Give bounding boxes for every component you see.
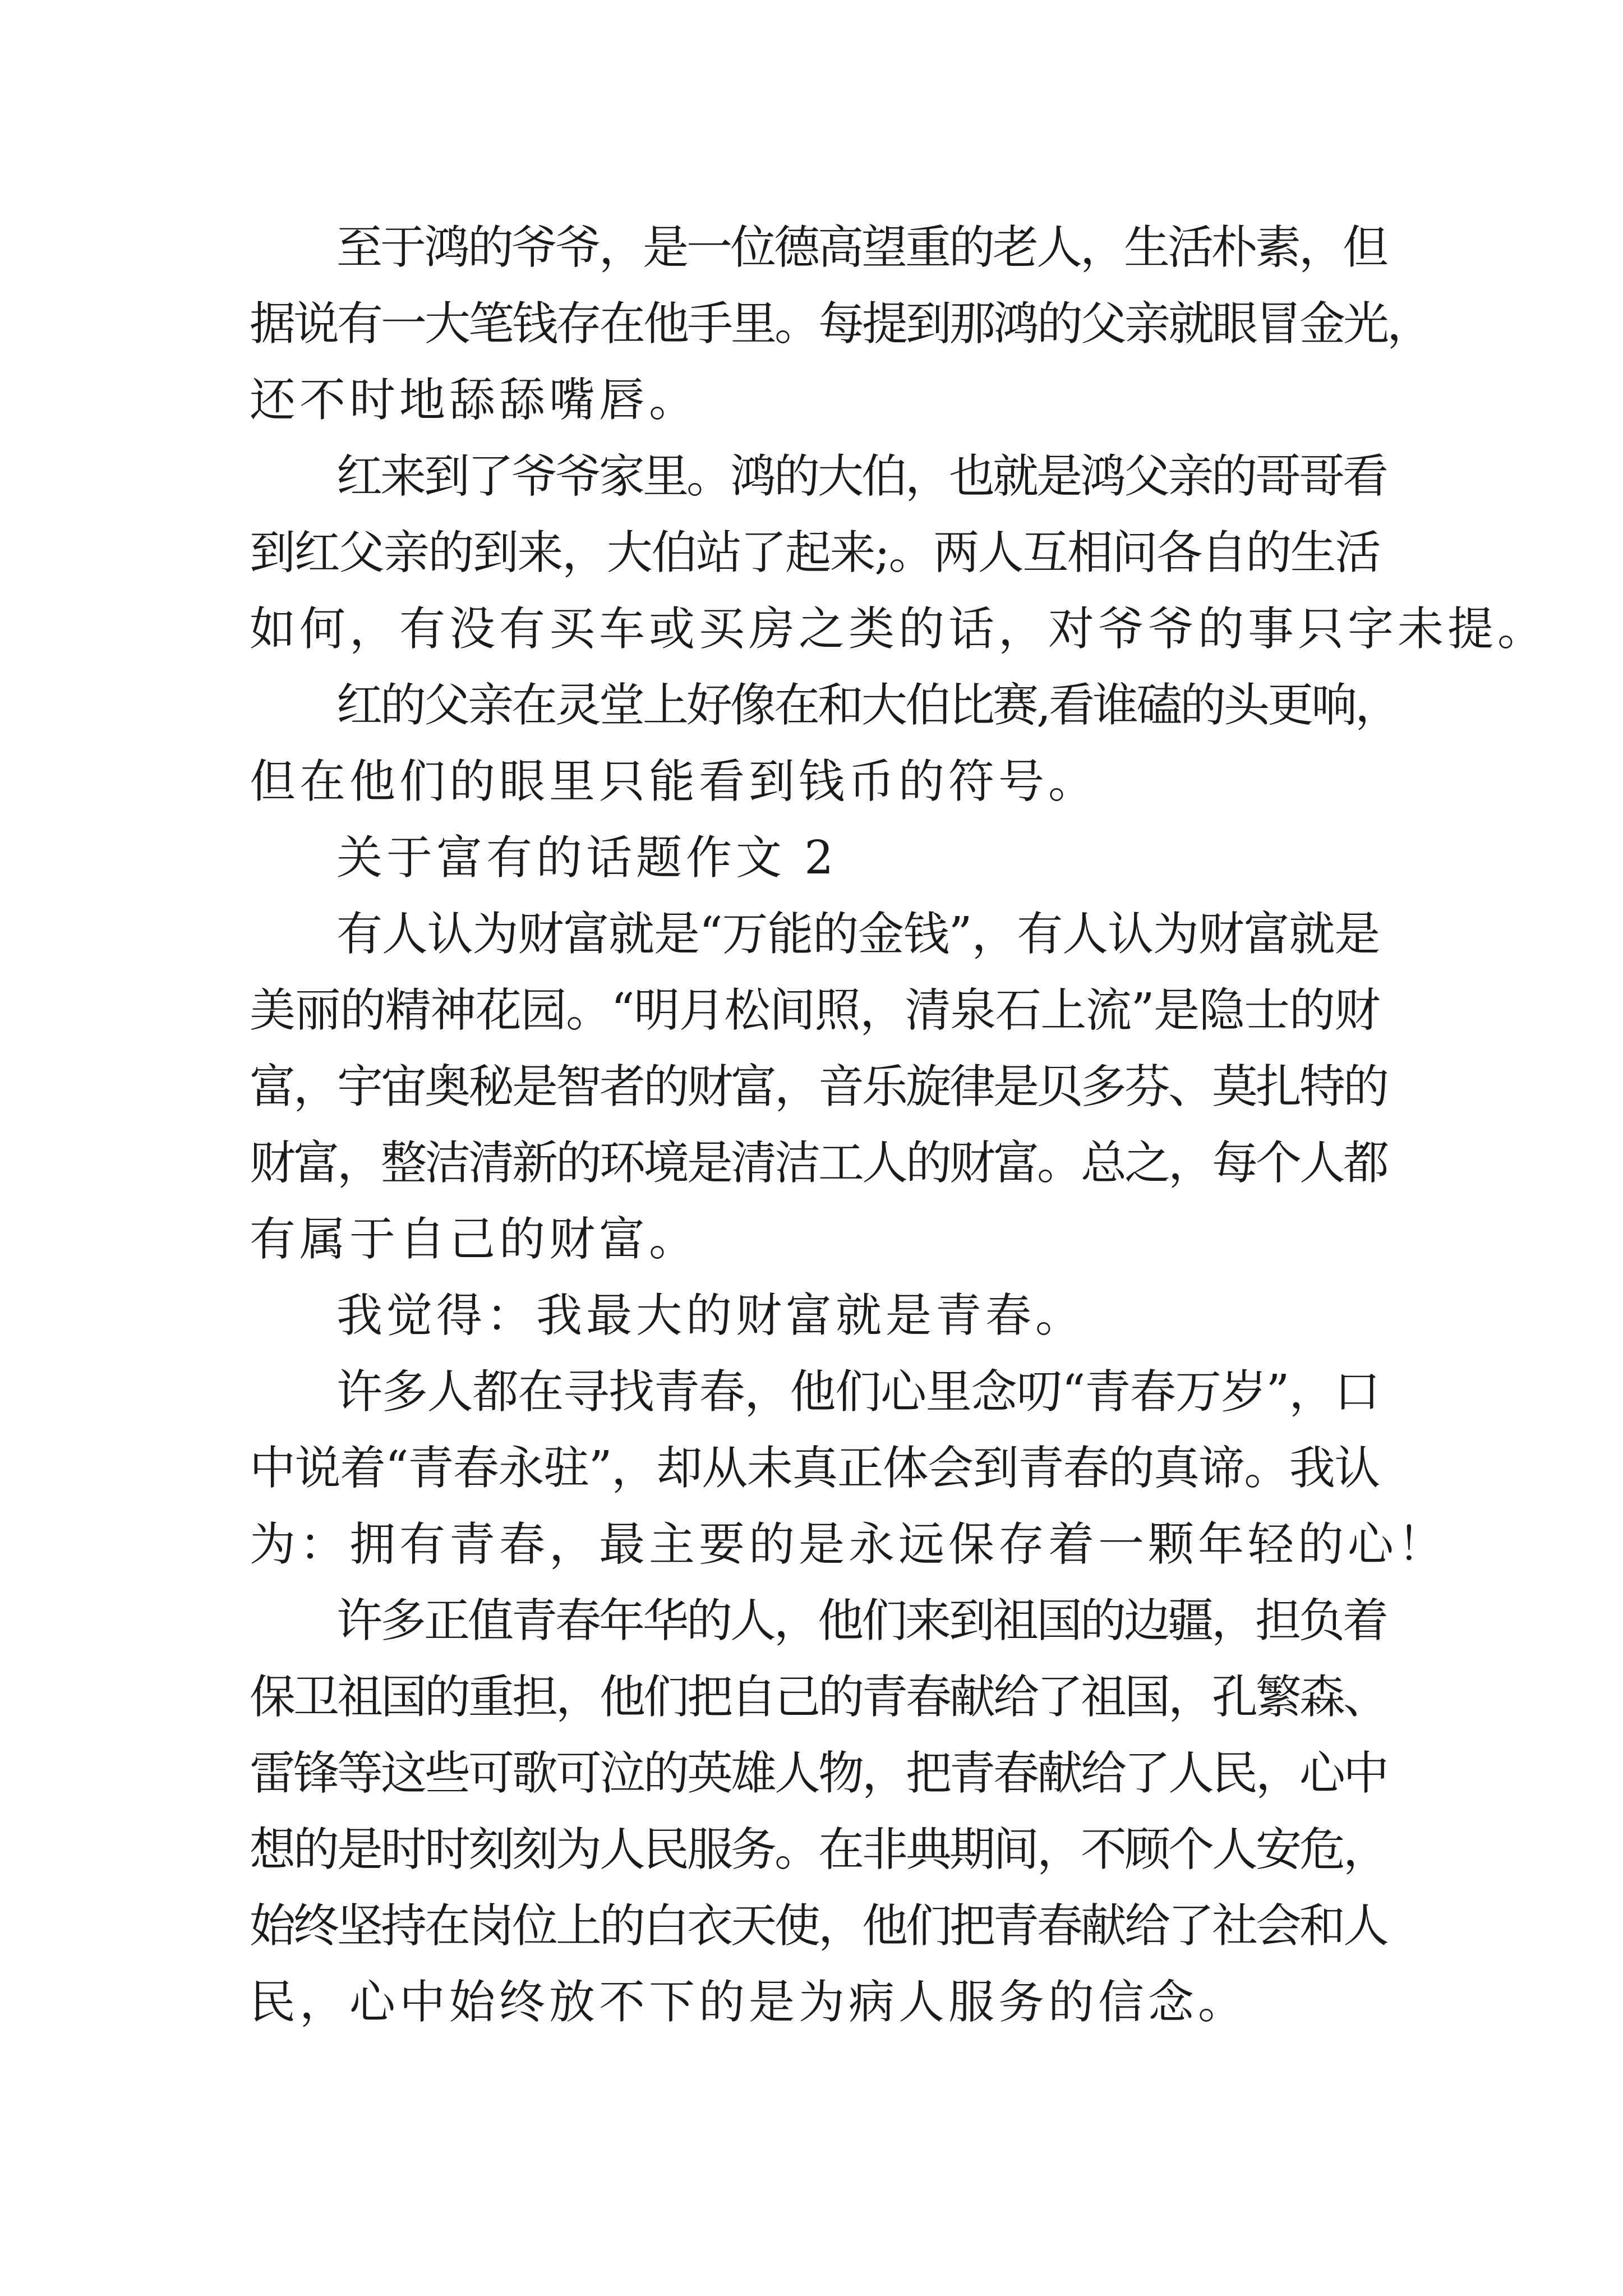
paragraph (250, 1354, 1448, 1583)
text-line: 红的父亲在灵堂上好像在和大伯比赛,看谁磕的头更响， (336, 679, 1399, 732)
text-line: 始终坚持在岗位上的白衣天使，他们把青春献给了社会和人 (250, 1899, 1387, 1953)
text-line: 为：拥有青春，最主要的是永远保存着一颗年轻的心！ (250, 1518, 1448, 1571)
paragraph (250, 668, 1399, 820)
paragraph (250, 1583, 1387, 2041)
text-line: 红来到了爷爷家里。鸿的大伯，也就是鸿父亲的哥哥看 (336, 450, 1387, 503)
text-line: 如何，有没有买车或买房之类的话，对爷爷的事只字未提。 (250, 602, 1548, 656)
text-line: 关于富有的话题作文 2 (336, 831, 838, 885)
document-body (250, 210, 1548, 2041)
text-line: 还不时地舔舔嘴唇。 (250, 374, 699, 427)
text-line: 我觉得：我最大的财富就是青春。 (336, 1289, 1086, 1342)
text-line: 据说有一大笔钱存在他手里。每提到那鸿的父亲就眼冒金光， (250, 297, 1431, 351)
text-line: 许多人都在寻找青春，他们心里念叨“青春万岁”，口 (336, 1365, 1380, 1419)
paragraph (250, 1278, 1380, 1354)
text-line: 有人认为财富就是“万能的金钱”，有人认为财富就是 (336, 908, 1380, 961)
text-line: 到红父亲的到来，大伯站了起来;。两人互相问各自的生活 (250, 526, 1380, 579)
text-line: 民，心中始终放不下的是为病人服务的信念。 (250, 1976, 1248, 2029)
text-line: 中说着“青春永驻”，却从未真正体会到青春的真谛。我认 (250, 1442, 1380, 1495)
text-line: 美丽的精神花园。“明月松间照，清泉石上流”是隐士的财 (250, 984, 1380, 1037)
text-line: 但在他们的眼里只能看到钱币的符号。 (250, 755, 1099, 808)
text-line: 雷锋等这些可歌可泣的英雄人物，把青春献给了人民，心中 (250, 1747, 1387, 1800)
text-line: 想的是时时刻刻为人民服务。在非典期间，不顾个人安危， (250, 1823, 1387, 1876)
paragraph (250, 896, 1387, 1278)
text-line: 有属于自己的财富。 (250, 1213, 699, 1266)
text-line: 保卫祖国的重担，他们把自己的青春献给了祖国，孔繁森、 (250, 1671, 1387, 1724)
paragraph (250, 820, 1380, 896)
text-line: 至于鸿的爷爷，是一位德高望重的老人，生活朴素，但 (336, 221, 1387, 274)
text-line: 财富，整洁清新的环境是清洁工人的财富。总之，每个人都 (250, 1137, 1387, 1190)
paragraph (250, 439, 1548, 668)
text-line: 富，宇宙奥秘是智者的财富，音乐旋律是贝多芬、莫扎特的 (250, 1060, 1387, 1114)
paragraph (250, 210, 1431, 439)
text-line: 许多正值青春年华的人，他们来到祖国的边疆，担负着 (336, 1594, 1387, 1648)
